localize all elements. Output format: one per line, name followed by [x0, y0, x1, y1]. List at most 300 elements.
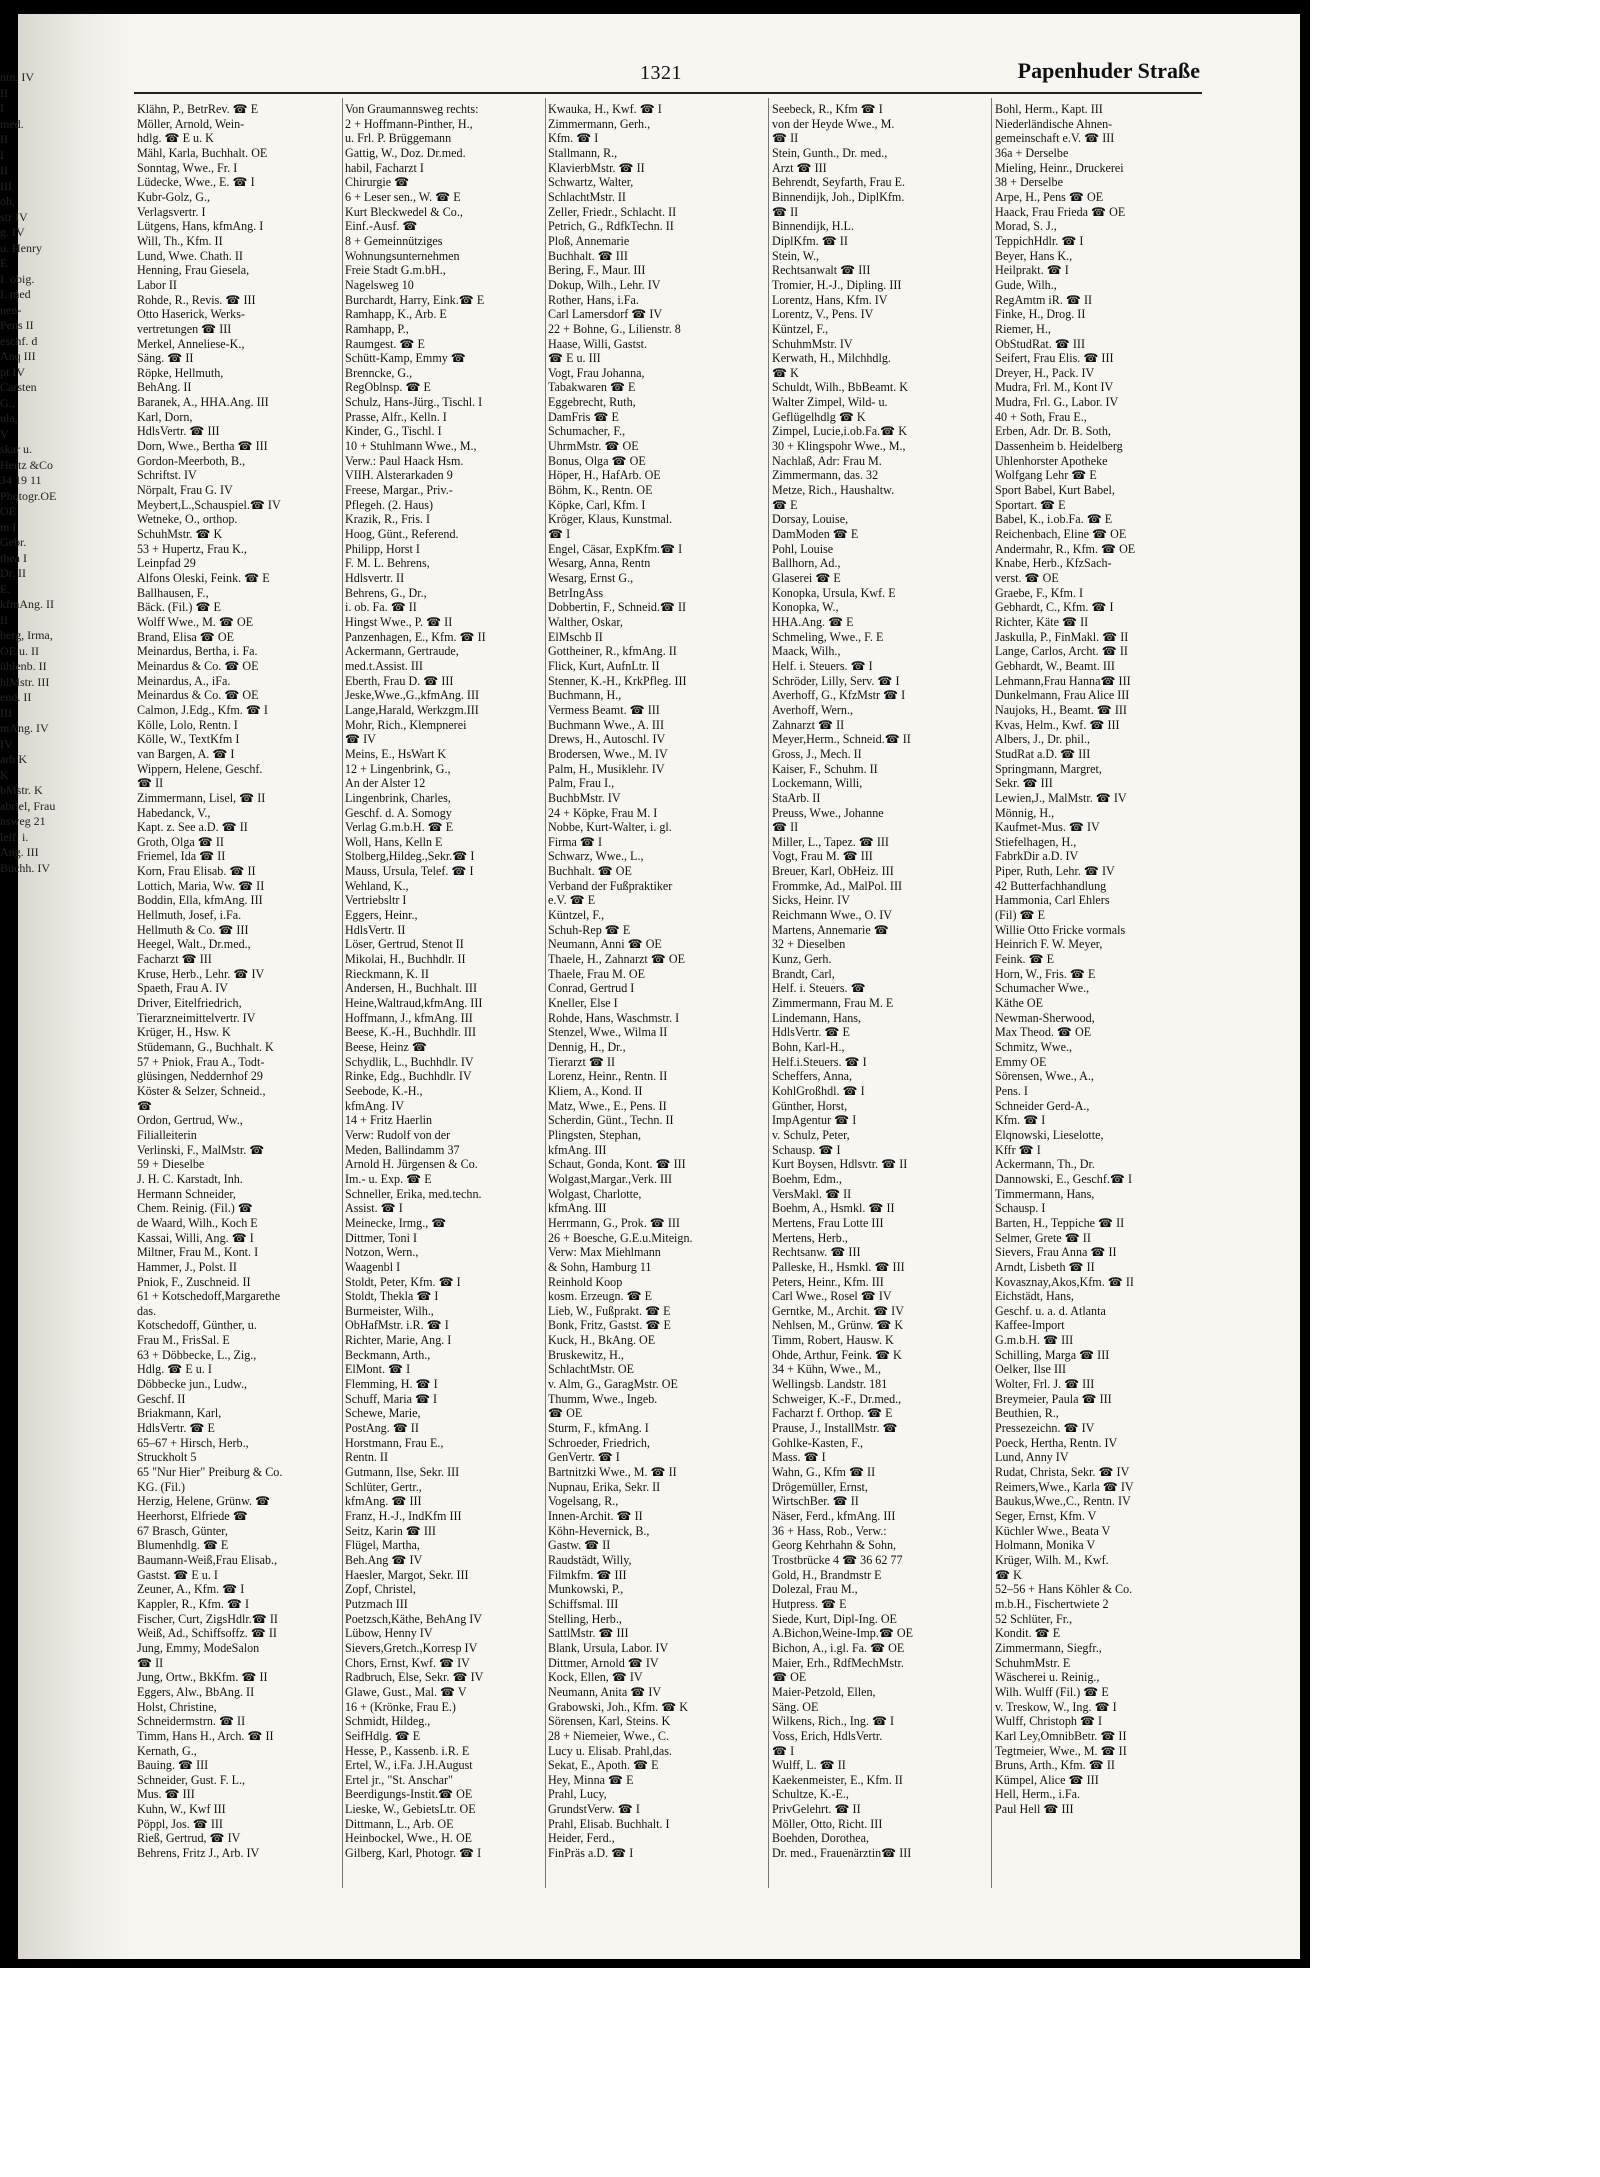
directory-entry-line: Ploß, Annemarie: [548, 233, 630, 248]
directory-entry-line: Poeck, Hertha, Rentn. IV: [995, 1435, 1118, 1450]
facing-page-fragment: I: [0, 101, 4, 115]
directory-entry-line: Tierarzneimittelvertr. IV: [137, 1010, 256, 1025]
directory-entry-line: Knabe, Herb., KfzSach-: [995, 556, 1112, 571]
directory-entry-line: Gold, H., Brandmstr E: [772, 1567, 882, 1582]
header-rule: [134, 92, 1202, 94]
directory-entry-line: Reimers,Wwe., Karla ☎ IV: [995, 1479, 1134, 1494]
facing-page-fragment: Hertz &Co: [0, 457, 53, 472]
directory-entry-line: das.: [137, 1303, 157, 1318]
directory-entry-line: Metze, Rich., Haushaltw.: [772, 483, 895, 498]
directory-entry-line: Geflügelhdlg ☎ K: [772, 409, 866, 424]
column-divider: [545, 98, 546, 1888]
facing-page-fragment: G.,: [0, 395, 15, 410]
directory-entry-line: Kliem, A., Kond. II: [548, 1083, 643, 1098]
directory-entry-line: Blank, Ursula, Labor. IV: [548, 1640, 669, 1655]
directory-entry-line: Näser, Ferd., kfmAng. III: [772, 1509, 896, 1523]
directory-entry-line: hdlg. ☎ E u. K: [137, 131, 214, 146]
facing-page-fragment: end. II: [0, 690, 32, 704]
directory-entry-line: Dunkelmann, Frau Alice III: [995, 688, 1130, 703]
directory-entry-line: Geschf. d. A. Somogy: [345, 805, 452, 820]
directory-entry-line: Hermann Schneider,: [137, 1186, 236, 1201]
directory-entry-line: Kunz, Gerh.: [772, 952, 832, 967]
directory-entry-line: A.Bichon,Weine-Imp.☎ OE: [772, 1626, 914, 1641]
directory-entry-line: Andersen, H., Buchhalt. III: [345, 981, 477, 996]
directory-entry-line: Heilprakt. ☎ I: [995, 263, 1069, 278]
directory-entry-line: Barten, H., Teppiche ☎ II: [995, 1215, 1125, 1230]
facing-page-fragment: II: [0, 163, 8, 177]
directory-entry-line: Eggers, Alw., BbAng. II: [137, 1684, 255, 1699]
directory-entry-line: Albers, J., Dr. phil.,: [995, 732, 1091, 747]
directory-entry-line: Wolgast,Margar.,Verk. III: [548, 1171, 673, 1186]
facing-page-fragment: OE: [0, 504, 16, 518]
directory-entry-line: Kubr-Golz, G.,: [137, 189, 210, 204]
directory-entry-line: Stoldt, Peter, Kfm. ☎ I: [345, 1274, 461, 1289]
directory-entry-line: Friemel, Ida ☎ II: [137, 849, 226, 864]
directory-entry-line: Schroeder, Friedrich,: [548, 1435, 650, 1450]
directory-entry-line: Wolfgang Lehr ☎ E: [995, 468, 1097, 483]
directory-entry-line: Munkowski, P.,: [548, 1582, 624, 1597]
directory-entry-line: VersMakl. ☎ II: [772, 1186, 852, 1201]
directory-entry-line: ☎ II: [137, 1655, 164, 1670]
directory-entry-line: KlavierbMstr. ☎ II: [548, 160, 645, 175]
directory-entry-line: Röpke, Hellmuth,: [137, 365, 224, 380]
facing-page-fragment: skar u.: [0, 442, 32, 456]
directory-entry-line: Freese, Margar., Priv.-: [345, 483, 453, 498]
directory-entry-line: Walter Zimpel, Wild- u.: [772, 395, 888, 410]
directory-entry-line: ☎ II: [772, 204, 799, 219]
directory-entry-line: ObStudRat. ☎ III: [995, 336, 1085, 351]
directory-entry-line: Krüger, H., Hsw. K: [137, 1025, 231, 1040]
directory-entry-line: Rieckmann, K. II: [345, 966, 429, 981]
directory-entry-line: kfmAng. III: [548, 1142, 607, 1157]
directory-entry-line: Frau M., FrisSal. E: [137, 1333, 230, 1348]
directory-entry-line: Martens, Annemarie ☎: [772, 922, 889, 937]
directory-entry-line: Meyer,Herm., Schneid.☎ II: [772, 732, 911, 747]
directory-entry-line: Buchhalt. ☎ III: [548, 248, 628, 263]
directory-entry-line: van Bargen, A. ☎ I: [137, 746, 235, 761]
facing-page-fragment: lelf. i.: [0, 829, 29, 844]
directory-entry-line: Sturm, F., kfmAng. I: [548, 1421, 649, 1436]
facing-page-fragment: E.: [0, 581, 11, 596]
directory-entry-line: ☎ I: [772, 1743, 795, 1758]
directory-entry-line: Flick, Kurt, AufnLtr. II: [548, 658, 660, 673]
directory-entry-line: Hammonia, Carl Ehlers: [995, 893, 1110, 908]
facing-page-fragment: pt IV: [0, 364, 25, 379]
facing-page-fragment: 34 19 11: [0, 473, 42, 487]
directory-entry-line: Meinardus, Bertha, i. Fa.: [137, 644, 258, 659]
directory-entry-line: Arnold H. Jürgensen & Co.: [345, 1157, 478, 1172]
directory-entry-line: Prasse, Alfr., Kelln. I: [345, 409, 447, 424]
directory-entry-line: Stein, Gunth., Dr. med.,: [772, 145, 888, 160]
directory-entry-line: 65 "Nur Hier" Preiburg & Co.: [137, 1465, 283, 1480]
directory-entry-line: Chors, Ernst, Kwf. ☎ IV: [345, 1655, 470, 1670]
directory-entry-line: 6 + Leser sen., W. ☎ E: [345, 189, 461, 204]
directory-entry-line: Hellmuth & Co. ☎ III: [137, 922, 249, 937]
directory-entry-line: Döbbecke jun., Ludw.,: [137, 1377, 248, 1392]
directory-entry-line: PostAng. ☎ II: [345, 1421, 419, 1436]
directory-entry-line: Kaiser, F., Schuhm. II: [772, 761, 878, 776]
directory-entry-line: Innen-Archit. ☎ II: [548, 1509, 643, 1523]
directory-entry-line: Scheffers, Anna,: [772, 1069, 853, 1084]
directory-entry-line: Thaele, Frau M. OE: [548, 966, 646, 981]
facing-page-fragment: Gebr.: [0, 535, 27, 549]
directory-entry-line: Pniok, F., Zuschneid. II: [137, 1274, 251, 1289]
directory-entry-line: Jung, Emmy, ModeSalon: [137, 1640, 260, 1655]
directory-entry-line: Schneider Gerd-A.,: [995, 1098, 1090, 1113]
directory-entry-line: Jaskulla, P., FinMakl. ☎ II: [995, 629, 1129, 644]
directory-entry-line: Bohl, Herm., Kapt. III: [995, 102, 1103, 116]
directory-entry-line: Franz, H.-J., IndKfm III: [345, 1509, 462, 1523]
directory-entry-line: Zimmermann, Siegfr.,: [995, 1640, 1102, 1655]
directory-entry-line: SchuhmMstr. IV: [772, 336, 853, 351]
directory-entry-line: ☎ K: [772, 365, 799, 380]
directory-entry-line: Bonk, Fritz, Gastst. ☎ E: [548, 1318, 671, 1333]
directory-entry-line: Sekr. ☎ III: [995, 776, 1053, 791]
directory-entry-line: Scherdin, Günt., Techn. II: [548, 1113, 674, 1128]
directory-entry-line: Wilh. Wulff (Fil.) ☎ E: [995, 1684, 1109, 1699]
directory-entry-line: Merkel, Anneliese-K.,: [137, 336, 245, 351]
directory-entry-line: Zimpel, Lucie,i.ob.Fa.☎ K: [772, 424, 907, 439]
directory-entry-line: 36a + Derselbe: [995, 145, 1069, 160]
directory-entry-line: Mudra, Frl. G., Labor. IV: [995, 395, 1119, 410]
directory-column-5: [995, 102, 1205, 1892]
directory-entry-line: Bäck. (Fil.) ☎ E: [137, 600, 221, 615]
directory-entry-line: Piper, Ruth, Lehr. ☎ IV: [995, 864, 1115, 879]
previous-page-edge: [0, 70, 118, 1870]
directory-entry-line: Weiß, Ad., Schiffsoffz. ☎ II: [137, 1626, 277, 1641]
directory-entry-line: Morad, S. J.,: [995, 219, 1057, 234]
directory-entry-line: Breymeier, Paula ☎ III: [995, 1391, 1112, 1406]
directory-entry-line: Lund, Anny IV: [995, 1450, 1069, 1465]
directory-entry-line: Blumenhdlg. ☎ E: [137, 1538, 229, 1553]
directory-entry-line: Timmermann, Hans,: [995, 1186, 1095, 1201]
directory-entry-line: 22 + Bohne, G., Lilienstr. 8: [548, 321, 681, 336]
directory-entry-line: Wolff Wwe., M. ☎ OE: [137, 614, 254, 629]
directory-entry-line: Emmy OE: [995, 1054, 1047, 1069]
directory-entry-line: Naujoks, H., Beamt. ☎ III: [995, 702, 1127, 717]
directory-entry-line: Meinardus & Co. ☎ OE: [137, 688, 259, 703]
directory-entry-line: Ertel jr., "St. Anschar": [345, 1772, 453, 1787]
directory-entry-line: 40 + Soth, Frau E.,: [995, 409, 1087, 424]
directory-entry-line: Gastst. ☎ E u. I: [137, 1567, 218, 1582]
directory-entry-line: Hesse, P., Kassenb. i.R. E: [345, 1743, 470, 1758]
directory-entry-line: Kröger, Klaus, Kunstmal.: [548, 512, 673, 527]
directory-entry-line: Rechtsanwalt ☎ III: [772, 263, 871, 278]
directory-entry-line: Wesarg, Ernst G.,: [548, 571, 634, 585]
directory-entry-line: Schuff, Maria ☎ I: [345, 1391, 438, 1406]
directory-entry-line: Rieß, Gertrud, ☎ IV: [137, 1831, 241, 1846]
directory-entry-line: Kovasznay,Akos,Kfm. ☎ II: [995, 1274, 1134, 1289]
directory-entry-line: Bruns, Arth., Kfm. ☎ II: [995, 1758, 1115, 1773]
directory-entry-line: HHA.Ang. ☎ E: [772, 614, 854, 629]
directory-entry-line: Vertriebsltr I: [345, 893, 407, 908]
directory-entry-line: Boehm, Edm.,: [772, 1171, 842, 1186]
directory-entry-line: Stein, W.,: [772, 248, 820, 263]
directory-entry-line: Kappler, R., Kfm. ☎ I: [137, 1596, 249, 1611]
directory-entry-line: gemeinschaft e.V. ☎ III: [995, 131, 1115, 146]
directory-entry-line: Kotschedoff, Günther, u.: [137, 1318, 257, 1333]
directory-entry-line: SchuhMstr. ☎ K: [137, 527, 223, 542]
directory-entry-line: RegOblnsp. ☎ E: [345, 380, 431, 395]
directory-entry-line: HdlsVertr. ☎ III: [137, 424, 220, 439]
directory-entry-line: Putzmach III: [345, 1596, 408, 1611]
directory-entry-line: Wesarg, Anna, Rentn: [548, 556, 651, 571]
directory-entry-line: Kaufmet-Mus. ☎ IV: [995, 820, 1100, 835]
directory-entry-line: Hoffmann, J., kfmAng. III: [345, 1010, 473, 1025]
directory-entry-line: Lingenbrink, Charles,: [345, 790, 451, 805]
directory-entry-line: kfmAng. IV: [345, 1098, 405, 1113]
directory-entry-line: Kwauka, H., Kwf. ☎ I: [548, 102, 662, 116]
directory-entry-line: Prahl, Lucy,: [548, 1787, 607, 1802]
directory-entry-line: Kümpel, Alice ☎ III: [995, 1772, 1099, 1787]
directory-entry-line: Schlüter, Gertr.,: [345, 1479, 422, 1494]
directory-entry-line: Wellingsb. Landstr. 181: [772, 1377, 888, 1392]
directory-entry-line: Gebhardt, C., Kfm. ☎ I: [995, 600, 1114, 615]
facing-page-fragment: m I: [0, 519, 17, 534]
directory-entry-line: Schumacher, F.,: [548, 424, 626, 439]
directory-entry-line: Heerhorst, Elfriede ☎: [137, 1509, 248, 1523]
directory-entry-line: Kassai, Willi, Ang. ☎ I: [137, 1230, 254, 1245]
directory-entry-line: Lange, Carlos, Archt. ☎ II: [995, 644, 1128, 659]
directory-entry-line: Säng. OE: [772, 1699, 819, 1714]
directory-entry-line: DamModen ☎ E: [772, 527, 859, 542]
directory-entry-line: SeifHdlg. ☎ E: [345, 1728, 421, 1743]
directory-entry-line: Raumgest. ☎ E: [345, 336, 425, 351]
directory-entry-line: Käthe OE: [995, 996, 1044, 1011]
directory-entry-line: 2 + Hoffmann-Pinther, H.,: [345, 116, 473, 131]
directory-entry-line: Burmeister, Wilh.,: [345, 1303, 434, 1318]
directory-entry-line: Nehlsen, M., Grünw. ☎ K: [772, 1318, 904, 1333]
directory-entry-line: Brand, Elisa ☎ OE: [137, 629, 235, 644]
directory-entry-line: Möller, Arnold, Wein-: [137, 116, 245, 131]
directory-entry-line: Zimmermann, Frau M. E: [772, 996, 894, 1011]
directory-entry-line: Calmon, J.Edg., Kfm. ☎ I: [137, 702, 268, 717]
directory-entry-line: Lockemann, Willi,: [772, 776, 863, 791]
directory-entry-line: Mertens, Frau Lotte III: [772, 1215, 884, 1230]
directory-entry-line: Thumm, Wwe., Ingeb.: [548, 1391, 658, 1406]
directory-entry-line: Eberth, Frau D. ☎ III: [345, 673, 454, 688]
directory-entry-line: Matz, Wwe., E., Pens. II: [548, 1098, 667, 1113]
facing-page-fragment: bMstr. K: [0, 783, 43, 797]
directory-entry-line: Heine,Waltraud,kfmAng. III: [345, 996, 483, 1011]
directory-entry-line: Panzenhagen, E., Kfm. ☎ II: [345, 629, 486, 644]
directory-entry-line: Timm, Hans H., Arch. ☎ II: [137, 1728, 274, 1743]
directory-entry-line: Tromier, H.-J., Dipling. III: [772, 277, 902, 292]
directory-entry-line: Zimmermann, Lisel, ☎ II: [137, 790, 266, 805]
directory-entry-line: Mertens, Herb.,: [772, 1230, 848, 1245]
directory-entry-line: Gerntke, M., Archit. ☎ IV: [772, 1303, 904, 1318]
directory-entry-line: Schydlik, L., Buchhdlr. IV: [345, 1054, 474, 1069]
directory-entry-line: Verw: Max Miehlmann: [548, 1245, 661, 1260]
facing-page-fragment: II: [0, 85, 8, 100]
directory-entry-line: Beh.Ang ☎ IV: [345, 1552, 423, 1567]
facing-page-fragment: IV: [0, 736, 13, 751]
directory-entry-line: Jung, Ortw., BkKfm. ☎ II: [137, 1670, 268, 1685]
directory-entry-line: Richter, Käte ☎ II: [995, 614, 1089, 629]
directory-entry-line: 42 Butterfachhandlung: [995, 878, 1107, 893]
directory-entry-line: Lindemann, Hans,: [772, 1010, 862, 1025]
directory-entry-line: Assist. ☎ I: [345, 1201, 403, 1216]
directory-entry-line: Heinbockel, Wwe., H. OE: [345, 1831, 473, 1846]
facing-page-fragment: Photogr.OE: [0, 488, 57, 503]
directory-entry-line: Maier-Petzold, Ellen,: [772, 1684, 876, 1699]
directory-entry-line: Stolberg,Hildeg.,Sekr.☎ I: [345, 849, 475, 864]
facing-page-fragment: ühlenb. II: [0, 659, 47, 673]
directory-entry-line: Grabowski, Joh., Kfm. ☎ K: [548, 1699, 689, 1714]
directory-entry-line: m.b.H., Fischertwiete 2: [995, 1596, 1109, 1611]
directory-entry-line: Dobbertin, F., Schneid.☎ II: [548, 600, 687, 615]
directory-entry-line: Sicks, Heinr. IV: [772, 893, 850, 908]
directory-entry-line: Mähl, Karla, Buchhalt. OE: [137, 145, 268, 160]
directory-entry-line: Buchmann Wwe., A. III: [548, 717, 664, 732]
directory-entry-line: verst. ☎ OE: [995, 571, 1059, 585]
directory-entry-line: Vogt, Frau M. ☎ III: [772, 849, 873, 864]
directory-entry-line: Meinecke, Irmg., ☎: [345, 1215, 447, 1230]
directory-entry-line: Sportart. ☎ E: [995, 497, 1066, 512]
directory-entry-line: Reinhold Koop: [548, 1274, 623, 1289]
directory-entry-line: Engel, Cäsar, ExpKfm.☎ I: [548, 541, 683, 556]
directory-entry-line: Schuh-Rep ☎ E: [548, 922, 631, 937]
directory-entry-line: Hutpress. ☎ E: [772, 1596, 847, 1611]
directory-entry-line: 30 + Klingspohr Wwe., M.,: [772, 439, 906, 454]
directory-entry-line: Bartnitzki Wwe., M. ☎ II: [548, 1465, 677, 1480]
directory-entry-line: Verband der Fußpraktiker: [548, 878, 673, 893]
directory-entry-line: glüsingen, Neddernhof 29: [137, 1069, 263, 1084]
directory-entry-line: Kuhn, W., Kwf III: [137, 1802, 226, 1817]
directory-entry-line: Von Graumannsweg rechts:: [345, 102, 479, 116]
directory-entry-line: von der Heyde Wwe., M.: [772, 116, 895, 131]
directory-entry-line: Kölle, W., TextKfm I: [137, 732, 240, 747]
directory-entry-line: Richter, Marie, Ang. I: [345, 1333, 452, 1348]
directory-entry-line: Stelling, Herb.,: [548, 1611, 622, 1626]
directory-entry-line: Bruskewitz, H.,: [548, 1347, 624, 1362]
directory-entry-line: Küchler Wwe., Beata V: [995, 1523, 1111, 1538]
directory-entry-line: Schneller, Erika, med.techn.: [345, 1186, 482, 1201]
directory-entry-line: Tierarzt ☎ II: [548, 1054, 616, 1069]
directory-entry-line: Konopka, Ursula, Kwf. E: [772, 585, 896, 600]
directory-entry-line: Philipp, Horst I: [345, 541, 420, 556]
directory-entry-line: Mus. ☎ III: [137, 1787, 195, 1802]
directory-entry-line: Dennig, H., Dr.,: [548, 1040, 626, 1054]
directory-entry-line: Seger, Ernst, Kfm. V: [995, 1509, 1097, 1523]
directory-entry-line: 24 + Köpke, Frau M. I: [548, 805, 658, 820]
directory-entry-line: Carl Lamersdorf ☎ IV: [548, 307, 663, 322]
directory-entry-line: Ramhapp, P.,: [345, 321, 409, 336]
directory-entry-line: Behrens, Fritz J., Arb. IV: [137, 1846, 260, 1861]
directory-entry-line: 38 + Derselbe: [995, 175, 1063, 190]
directory-entry-line: ☎ OE: [772, 1670, 807, 1685]
directory-entry-line: Im.- u. Exp. ☎ E: [345, 1171, 432, 1186]
directory-entry-line: Burchardt, Harry, Eink.☎ E: [345, 292, 485, 307]
directory-entry-line: Zeuner, A., Kfm. ☎ I: [137, 1582, 245, 1597]
directory-entry-line: Otto Haserick, Werks-: [137, 307, 245, 322]
directory-entry-line: Mieling, Heinr., Druckerei: [995, 160, 1124, 175]
directory-entry-line: Waagenbl I: [345, 1259, 401, 1274]
directory-entry-line: Maack, Wilh.,: [772, 644, 841, 659]
directory-entry-line: Wolter, Frl. J. ☎ III: [995, 1377, 1095, 1392]
directory-entry-line: Kvas, Helm., Kwf. ☎ III: [995, 717, 1120, 732]
directory-entry-line: Boehden, Dorothea,: [772, 1831, 870, 1846]
directory-entry-line: Meden, Ballindamm 37: [345, 1142, 460, 1157]
directory-entry-line: WirtschBer. ☎ II: [772, 1494, 859, 1509]
directory-entry-line: Rudat, Christa, Sekr. ☎ IV: [995, 1465, 1130, 1480]
facing-page-fragment: Dr. II: [0, 566, 26, 580]
directory-entry-line: Labor II: [137, 277, 177, 292]
directory-entry-line: Peters, Heinr., Kfm. III: [772, 1274, 884, 1289]
directory-entry-line: 34 + Kühn, Wwe., M.,: [772, 1362, 882, 1377]
directory-entry-line: Bichon, A., i.gl. Fa. ☎ OE: [772, 1640, 905, 1655]
directory-entry-line: Beuthien, R.,: [995, 1406, 1059, 1421]
directory-entry-line: Schriftst. IV: [137, 468, 197, 483]
directory-entry-line: Schiffsmal. III: [548, 1596, 619, 1611]
facing-page-fragment: I. med: [0, 287, 31, 301]
directory-entry-line: v. Schulz, Peter,: [772, 1127, 850, 1142]
directory-entry-line: Stüdemann, G., Buchhalt. K: [137, 1040, 274, 1054]
directory-entry-line: Heegel, Walt., Dr.med.,: [137, 937, 251, 952]
directory-entry-line: Tabakwaren ☎ E: [548, 380, 636, 395]
directory-entry-line: Groth, Olga ☎ II: [137, 834, 224, 849]
directory-entry-line: Schaut, Gonda, Kont. ☎ III: [548, 1157, 686, 1172]
directory-entry-line: e.V. ☎ E: [548, 893, 596, 908]
column-divider: [991, 98, 992, 1888]
directory-entry-line: Meins, E., HsWart K: [345, 746, 447, 761]
directory-entry-line: Freie Stadt G.m.bH.,: [345, 263, 446, 278]
directory-entry-line: Thaele, H., Zahnarzt ☎ OE: [548, 952, 685, 967]
directory-entry-line: & Sohn, Hamburg 11: [548, 1259, 652, 1274]
facing-page-fragment: I. obig.: [0, 271, 35, 286]
directory-entry-line: Schweiger, K.-F., Dr.med.,: [772, 1391, 902, 1406]
directory-entry-line: Niederländische Ahnen-: [995, 116, 1113, 131]
directory-entry-line: Dittmer, Toni I: [345, 1230, 418, 1245]
facing-page-fragment: eschf. d: [0, 333, 38, 348]
directory-entry-line: ObHafMstr. i.R. ☎ I: [345, 1318, 449, 1333]
facing-page-fragment: K: [0, 767, 9, 782]
directory-entry-line: Frommke, Ad., MalPol. III: [772, 878, 903, 893]
directory-entry-line: Carl Wwe., Rosel ☎ IV: [772, 1289, 892, 1304]
directory-entry-line: Schwarz, Wwe., L.,: [548, 849, 644, 864]
directory-entry-line: Arndt, Lisbeth ☎ II: [995, 1259, 1095, 1274]
directory-entry-line: Zopf, Christel,: [345, 1582, 416, 1597]
directory-entry-line: Schultze, K.-E.,: [772, 1787, 849, 1802]
directory-entry-line: Stiefelhagen, H.,: [995, 834, 1077, 849]
directory-entry-line: 36 + Hass, Rob., Verw.:: [772, 1523, 887, 1538]
directory-entry-line: Hdlg. ☎ E u. I: [137, 1362, 212, 1377]
directory-column-4: [772, 102, 988, 1892]
directory-entry-line: Bohn, Karl-H.,: [772, 1040, 845, 1054]
directory-entry-line: Gohlke-Kasten, F.,: [772, 1435, 864, 1450]
directory-entry-line: ☎ IV: [345, 732, 376, 747]
directory-entry-line: Lehmann,Frau Hanna☎ III: [995, 673, 1131, 688]
directory-entry-line: Pohl, Louise: [772, 541, 834, 556]
directory-entry-line: v. Alm, G., GaragMstr. OE: [548, 1377, 678, 1392]
directory-entry-line: Bonus, Olga ☎ OE: [548, 453, 646, 468]
facing-page-fragment: oh,: [0, 194, 15, 208]
directory-entry-line: Holst, Christine,: [137, 1699, 217, 1714]
directory-entry-line: Helf. i. Steuers. ☎ I: [772, 658, 873, 673]
directory-entry-line: Kondit. ☎ E: [995, 1626, 1061, 1641]
directory-entry-line: Böhm, K., Rentn. OE: [548, 483, 653, 498]
directory-entry-line: Lorentz, Hans, Kfm. IV: [772, 292, 888, 307]
directory-entry-line: Palm, Frau I.,: [548, 776, 615, 791]
directory-entry-line: Kfm. ☎ I: [995, 1113, 1046, 1128]
directory-entry-line: 61 + Kotschedoff,Margarethe: [137, 1289, 281, 1304]
directory-entry-line: Springmann, Margret,: [995, 761, 1102, 776]
directory-entry-line: Schneider, Gust. F. L.,: [137, 1772, 246, 1787]
directory-entry-line: Leinpfad 29: [137, 556, 196, 571]
directory-entry-line: Rentn. II: [345, 1450, 388, 1465]
directory-entry-line: Vogt, Frau Johanna,: [548, 365, 645, 380]
directory-entry-line: GenVertr. ☎ I: [548, 1450, 620, 1465]
